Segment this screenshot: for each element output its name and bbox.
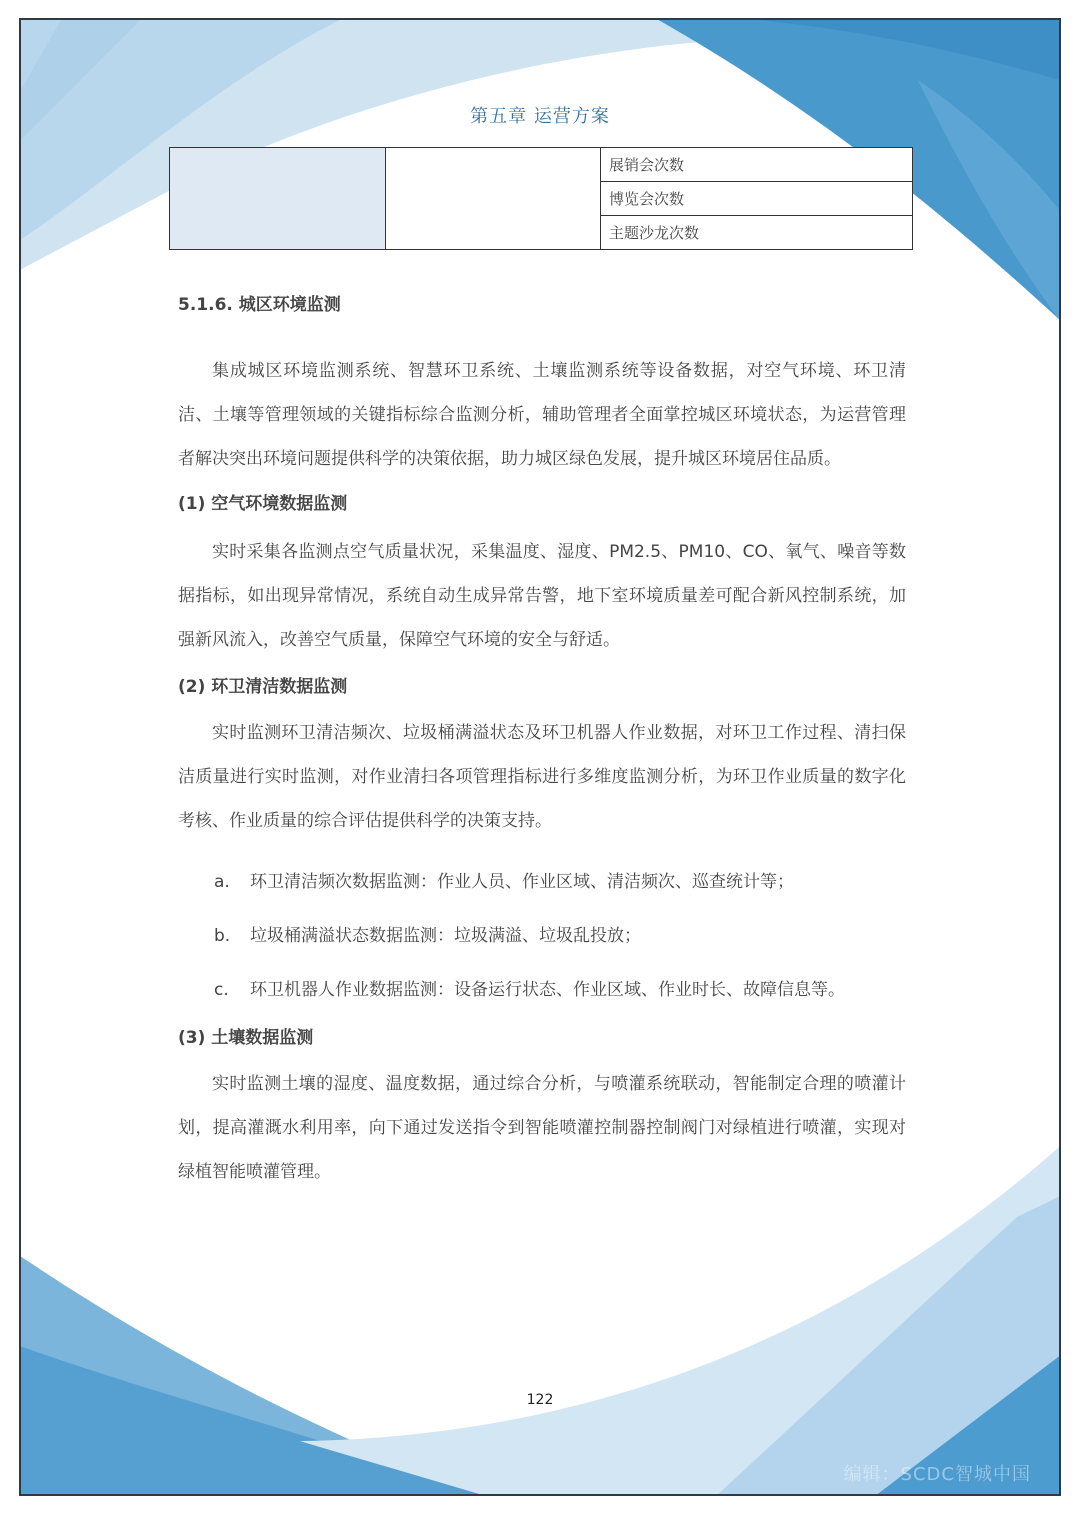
subsection-paragraph-soil: 实时监测土壤的湿度、温度数据，通过综合分析，与喷灌系统联动，智能制定合理的喷灌计划，提高灌溉水利用率，向下通过发送指令到智能喷灌控制器控制阀门对绿植进行喷灌，实现对绿植智能喷灌管理。 <box>178 1074 906 1182</box>
list-text: 环卫机器人作业数据监测：设备运行状态、作业区域、作业时长、故障信息等。 <box>250 980 845 1000</box>
continued-table <box>169 147 913 250</box>
table-cell-category <box>170 148 386 250</box>
list-item <box>178 963 906 1017</box>
subsection-paragraph-sanitation: 实时监测环卫清洁频次、垃圾桶满溢状态及环卫机器人作业数据，对环卫工作过程、清扫保洁质量进行实时监测，对作业清扫各项管理指标进行多维度监测分析，为环卫作业质量的数字化考核、作业质量的综合评估提供科学的决策支持。 <box>178 723 906 831</box>
document-page <box>19 18 1061 1496</box>
section-content <box>178 290 906 1194</box>
list-item <box>178 855 906 909</box>
chapter-header: 第五章 运营方案 <box>470 106 610 127</box>
watermark: 编辑：SCDC智城中国 <box>843 1464 1031 1485</box>
table-cell-metric: 主题沙龙次数 <box>601 216 913 250</box>
table-cell-item <box>386 148 601 250</box>
list-item <box>178 909 906 963</box>
subsection-heading-sanitation: (2) 环卫清洁数据监测 <box>178 677 348 697</box>
subsection-heading-soil: (3) 土壤数据监测 <box>178 1028 314 1048</box>
table-cell-metric: 展销会次数 <box>601 148 913 182</box>
page-number: 122 <box>526 1392 554 1408</box>
list-marker: b. <box>214 926 231 946</box>
subsection-paragraph-air: 实时采集各监测点空气质量状况，采集温度、湿度、PM2.5、PM10、CO、氧气、噪音等数据指标，如出现异常情况，系统自动生成异常告警，地下室环境质量差可配合新风控制系统，加强新风流入，改善空气质量，保障空气环境的安全与舒适。 <box>178 542 906 650</box>
section-intro-paragraph: 集成城区环境监测系统、智慧环卫系统、土壤监测系统等设备数据，对空气环境、环卫清洁、土壤等管理领域的关键指标综合监测分析，辅助管理者全面掌控城区环境状态，为运营管理者解决突出环境问题提供科学的决策依据，助力城区绿色发展，提升城区环境居住品质。 <box>178 361 906 469</box>
list-text: 环卫清洁频次数据监测：作业人员、作业区域、清洁频次、巡查统计等； <box>250 872 794 892</box>
list-marker: a. <box>214 872 230 892</box>
table-cell-metric: 博览会次数 <box>601 182 913 216</box>
list-marker: c. <box>214 980 229 1000</box>
list-text: 垃圾桶满溢状态数据监测：垃圾满溢、垃圾乱投放； <box>250 926 641 946</box>
subsection-heading-air: (1) 空气环境数据监测 <box>178 494 348 514</box>
section-heading: 5.1.6. 城区环境监测 <box>178 295 341 315</box>
table-row <box>170 148 913 182</box>
